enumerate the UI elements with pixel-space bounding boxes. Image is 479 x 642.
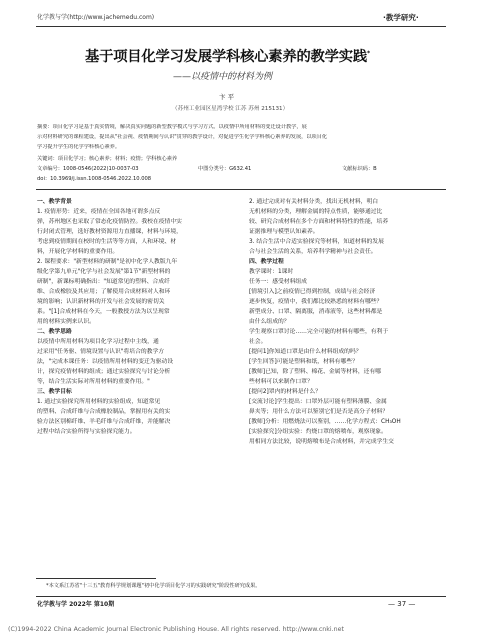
- journal-url: 化学教与学(http://www.jachemedu.com): [37, 14, 155, 21]
- body-line: 些材料可以来制作口罩？: [249, 379, 313, 385]
- body-line: 2. 通过完成对有关材料分类，找出无机材料，明白: [249, 199, 379, 205]
- body-line: 法，"完成本课任务：以疫情所用材料的变迁为驱动设: [37, 359, 173, 365]
- body-line: 过程中结合实验所得与实验探究能力。: [37, 429, 136, 435]
- clc-number: 中图分类号：G632.41: [198, 166, 252, 172]
- body-line: 以疫情中所用材料为项目化学习过程中主线，通: [37, 339, 159, 345]
- abstract-rule: [36, 189, 446, 190]
- body-line: 3. 结合生活中合适实验探究等材料，知道材料的发展: [249, 239, 384, 245]
- body-line: 1. 通过实验探究所用材料的实验组成，知道常见: [37, 399, 161, 405]
- section-heading: 二、教学思路: [37, 329, 72, 335]
- body-line: 弹，苏州地区也采取了常态化疫情防控。我校在疫情中实: [37, 219, 182, 225]
- body-line: [情境引入]之前疫情已得到控制，成绩与社会经济: [249, 289, 376, 295]
- body-line: 社会。: [249, 339, 267, 345]
- column-label: ·教学研究·: [383, 13, 419, 22]
- body-line: 级化学第九单元"化学与社会发展"第1节"新型材料的: [37, 269, 171, 275]
- body-line: [教师]分析：用燃烧法可以鉴别，……化学方程式：CH₃OH: [249, 419, 401, 425]
- title-footnote-mark: *: [366, 50, 370, 58]
- body-line: 等，结合生活实际对所用材料的重要作用。": [37, 379, 150, 385]
- body-line: 学生观察口罩讨论……完全可能的材料有哪些，有利于: [249, 329, 389, 335]
- body-line: 的塑料、合成纤维与合成橡胶制品，掌握用有关的实: [37, 409, 171, 415]
- body-line: 验方法区别棉纤维、羊毛纤维与合成纤维，并能解决: [37, 419, 171, 425]
- paper-title-text: 基于项目化学习发展学科核心素养的教学实践: [85, 49, 367, 65]
- paper-subtitle: ——以疫情中的材料为例: [173, 72, 273, 82]
- header-rule: [36, 26, 446, 27]
- body-line: 行封闭式管理，选好教材资源用力直播课，材料与环境，: [37, 229, 182, 235]
- body-line: [交流讨论]学生提出：口罩外层可能有塑料薄膜、金属: [249, 399, 387, 405]
- body-line: 无机材料的分类，理解金属的特点性质，能够通过比: [249, 209, 383, 215]
- section-heading: 三、教学目标: [37, 389, 72, 395]
- body-line: 境的影响；认识新材料的开发与社会发展的密切关: [37, 299, 165, 305]
- abstract-line: 示对材料研究的课程建设，提出从"社会视、疫情期间与认识"贯穿的教学设计，对促进学生化学学科核心素养的发展，以项目化: [37, 134, 328, 140]
- author: 卞 平: [219, 93, 235, 101]
- body-line: 研制"，新课标明确指出："知道常见的塑料、合成纤: [37, 279, 170, 285]
- body-line: 考虑到疫情期间在校时的生活等等方面，人和环境、材: [37, 239, 177, 245]
- body-line: 过采用"任务驱、情境设置与认识"将培合的教学方: [37, 349, 165, 355]
- article-number: 文章编号：1008-0546(2022)10-0037-03: [37, 166, 139, 172]
- keywords: 关键词：项目化学习；核心素养；材料；疫情；学科核心素养: [37, 156, 178, 162]
- body-line: 新型成分、口罩、隔离服，消毒液等，这些材料都是: [249, 309, 383, 315]
- body-line: [提问1]你知道口罩是由什么材料组成的吗？: [249, 349, 362, 355]
- right-column: [249, 197, 447, 447]
- body-line: 逐步恢复，疫情中，我们都比较熟悉的材料有哪些？: [249, 299, 383, 305]
- body-line: 合与社会生活的关系，培养科学精神与社会责任。: [249, 249, 377, 255]
- body-line: 1. 疫情形势：近来，疫情在全国各地可谓多点反: [37, 209, 161, 215]
- section-heading: 一、教学背景: [37, 199, 72, 205]
- footnote-rule: [36, 578, 156, 579]
- doi: doi：10.3969/j.issn.1008-0546.2022.10.008: [37, 176, 152, 182]
- body-line: 维、合成橡胶及其应用；了解使用合成材料对人和环: [37, 289, 171, 295]
- body-line: 鼻夹等；用什么方法可以鉴别它们是否是高分子材料？: [249, 409, 389, 415]
- affiliation: （苏州工业园区星湾学校 江苏 苏州 215131）: [172, 106, 289, 112]
- paper-title: [85, 46, 370, 66]
- body-line: [提问2]罩内的材料是什么？: [249, 389, 321, 395]
- copyright-line: (C)1994-2022 China Academic Journal Electronic Publishing House. All rights reserved. http://www.cnki.net: [8, 626, 345, 633]
- body-line: 任务一：感受材料组成: [249, 279, 307, 285]
- abstract-line: 学习提升学生的化学学科核心素养。: [37, 144, 121, 150]
- section-heading: 四、教学过程: [249, 259, 284, 265]
- body-line: 2. 课程要求："新型材料的研制"是初中化学人教版九年: [37, 259, 178, 265]
- body-line: [学生回答]可能是塑料和纸，材料有哪些？: [249, 359, 358, 365]
- body-line: [教师]已知，除了塑料、棉花、金属等材料，还有哪: [249, 369, 382, 375]
- body-line: 料，开展化学材料的重要作用。: [37, 249, 119, 255]
- footer-rule: [36, 596, 446, 597]
- journal-issue: 化学教与学 2022年 第10期: [37, 601, 115, 608]
- body-line: [实验探究]分组实验：灼烧口罩的熔喷布，观察现象。: [249, 429, 387, 435]
- body-line: 证据推理与模型认知素养。: [249, 229, 319, 235]
- body-line: 由什么组成的？: [249, 319, 290, 325]
- abstract-line: 摘要：项目化学习是基于真实情境，解决真实问题的新型教学模式与学习方式。以疫情中所用材料的变迁设计教学，展: [37, 124, 307, 130]
- body-line: 用相同方法比较，说明熔喷布是合成材料，并完成学生交: [249, 439, 394, 445]
- body-line: 系。"[1]合成材料在今天，一般教授方法为以呈现常: [37, 309, 170, 315]
- footnote: *本文系江苏省"十三五"教育科学规划课题"初中化学项目化学习的实践研究"阶段性研究成果。: [46, 583, 261, 589]
- body-line: 较、研究合成材料在多个方面和材料特性的性能，培养: [249, 219, 389, 225]
- page-number-wrap: — 37 —: [388, 600, 416, 608]
- body-line: 计，探究疫情材料的组成；通过实验探究与讨论分析: [37, 369, 171, 375]
- body-line: 教学课时：1课时: [249, 269, 294, 275]
- left-column: [37, 197, 235, 437]
- body-line: 用的材料实例来认识。: [37, 319, 95, 325]
- document-code: 文献标识码：B: [342, 166, 377, 172]
- page-number: 37: [397, 600, 407, 608]
